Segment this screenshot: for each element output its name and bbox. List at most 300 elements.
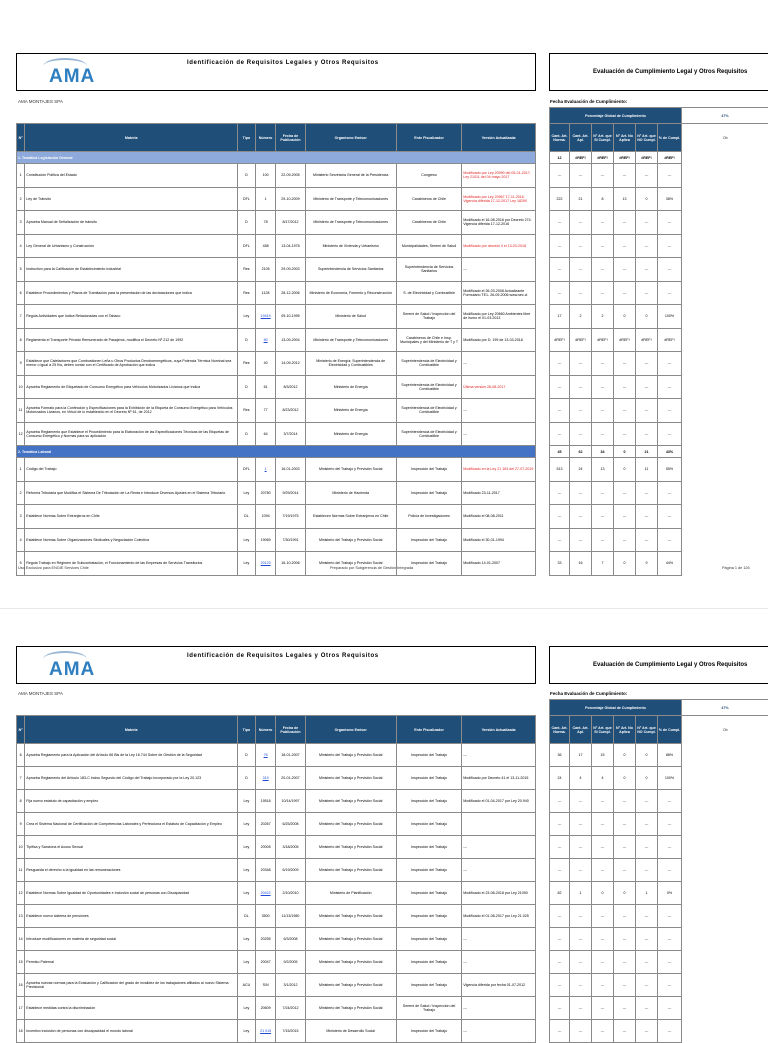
organismo-cell: Ministerio del Trabajo y Previsión Social — [305, 928, 396, 951]
observation-cell[interactable] — [682, 974, 768, 997]
tipo-cell: D — [238, 422, 256, 446]
compliance-cell: --- — [636, 375, 658, 399]
materia-cell: Establece Normas Sobre Organizaciones Sindicales y Negociación Colectiva — [25, 528, 238, 552]
tipo-cell: Ley — [238, 836, 256, 859]
ente-cell: Congreso — [396, 164, 461, 188]
numero-link[interactable]: 20422 — [261, 891, 271, 895]
version-cell: --- — [462, 836, 536, 859]
compliance-header: N° Art. que SI Cumpl. — [592, 716, 614, 744]
compliance-cell: --- — [592, 859, 614, 882]
compliance-cell: --- — [550, 974, 570, 997]
numero-cell — [255, 744, 276, 767]
numero-link[interactable]: 21 015 — [260, 1029, 271, 1033]
section-summary-cell: #REF! — [592, 152, 614, 164]
compliance-cell: --- — [658, 974, 682, 997]
compliance-row — [550, 164, 768, 188]
compliance-cell: --- — [658, 859, 682, 882]
table-row — [17, 481, 536, 505]
tipo-cell: Ley — [238, 951, 256, 974]
section-title: 1. Temática Legislación General — [17, 152, 536, 164]
compliance-cell: --- — [592, 422, 614, 446]
numero-cell — [255, 328, 276, 352]
numero-cell: 19518 — [255, 790, 276, 813]
compliance-cell: --- — [658, 928, 682, 951]
compliance-cell: --- — [570, 951, 592, 974]
observation-cell[interactable] — [682, 997, 768, 1020]
tipo-cell: Res — [238, 258, 256, 282]
compliance-cell: --- — [592, 951, 614, 974]
observation-cell[interactable] — [682, 744, 768, 767]
numero-link[interactable]: 20123 — [261, 561, 271, 565]
compliance-cell: --- — [550, 859, 570, 882]
col-n: N° — [17, 124, 25, 152]
section-summary-cell: 12 — [550, 152, 570, 164]
col-materia: Materia — [25, 124, 238, 152]
compliance-row — [550, 281, 768, 305]
table-row — [17, 928, 536, 951]
section-summary-row — [550, 152, 768, 164]
compliance-cell: --- — [658, 352, 682, 376]
fecha-cell: 11/13/1980 — [276, 905, 305, 928]
compliance-cell: --- — [658, 790, 682, 813]
compliance-cell: --- — [592, 281, 614, 305]
fecha-cell: 13-04-1976 — [276, 234, 305, 258]
version-cell: Modificado el 26-03-2008 Actualizante Formulario TE1- 26-09-2006 www.sec.cl — [462, 281, 536, 305]
compliance-header-row — [550, 124, 768, 152]
fecha-cell: 29-10-2009 — [276, 187, 305, 211]
col-materia: Materia — [25, 716, 238, 744]
materia-cell: Establece medidas contra la discriminación — [25, 997, 238, 1020]
materia-cell: Aprueba Manual de Señalización de tránsito — [25, 211, 238, 235]
table-row — [17, 375, 536, 399]
section-summary-cell: #REF! — [636, 152, 658, 164]
compliance-cell: --- — [550, 997, 570, 1020]
fecha-cell: 6/3/2008 — [276, 928, 305, 951]
table-row — [17, 458, 536, 482]
version-cell: Modificado el 30-01-1994 — [462, 528, 536, 552]
version-cell: --- — [462, 951, 536, 974]
observation-cell[interactable] — [682, 258, 768, 282]
organismo-cell: Ministerio del Trabajo y Previsión Social — [305, 552, 396, 576]
compliance-cell: --- — [636, 211, 658, 235]
numero-link[interactable]: 319 — [263, 776, 269, 780]
evaluation-header-box — [549, 53, 768, 91]
fecha-cell: 6/19/2009 — [276, 859, 305, 882]
fecha-cell: 09-10-1995 — [276, 305, 305, 329]
table-row — [17, 974, 536, 997]
compliance-cell: --- — [636, 997, 658, 1020]
observation-cell[interactable] — [682, 152, 768, 164]
version-cell: --- — [462, 399, 536, 423]
compliance-cell: --- — [550, 375, 570, 399]
observation-cell[interactable] — [682, 882, 768, 905]
compliance-cell: --- — [658, 399, 682, 423]
col-fecha: Fecha de Publicación — [276, 716, 305, 744]
compliance-cell: 0 — [614, 882, 636, 905]
compliance-cell: 0 — [636, 187, 658, 211]
compliance-cell: #REF! — [592, 328, 614, 352]
fecha-cell: 8/23/2012 — [276, 399, 305, 423]
version-cell: --- — [462, 422, 536, 446]
ente-cell: Superintendencia de Servicios Sanitarios — [396, 258, 461, 282]
row-number: 1 — [17, 164, 25, 188]
compliance-row — [550, 481, 768, 505]
version-cell: Modificado 14-01-2007 — [462, 552, 536, 576]
observation-cell[interactable] — [682, 813, 768, 836]
observation-cell[interactable] — [682, 1020, 768, 1043]
compliance-row — [550, 552, 768, 576]
logo-text: AMA — [49, 659, 95, 681]
compliance-cell: --- — [658, 211, 682, 235]
header-box — [16, 53, 536, 91]
numero-cell: 3500 — [255, 905, 276, 928]
compliance-row — [550, 836, 768, 859]
evaluation-title: Evaluación de Cumplimiento Legal y Otros Requisitos — [593, 69, 747, 75]
footer-left: Uso Exclusivo para ENGIE Services Chile — [18, 566, 89, 570]
compliance-row — [550, 882, 768, 905]
compliance-cell: --- — [658, 813, 682, 836]
compliance-cell: --- — [592, 375, 614, 399]
ente-cell: Inspección del Trabajo — [396, 744, 461, 767]
row-number: 4 — [17, 234, 25, 258]
tipo-cell: DFL — [238, 187, 256, 211]
global-pct-label: Porcentaje Global de Cumplimiento — [550, 108, 682, 124]
section-row[interactable] — [17, 152, 536, 164]
table-row — [17, 744, 536, 767]
ente-cell: Inspección del Trabajo — [396, 552, 461, 576]
compliance-cell: --- — [614, 836, 636, 859]
tipo-cell: Ley — [238, 790, 256, 813]
version-cell: Vigencia diferida por fecha 01-07-2012 — [462, 974, 536, 997]
compliance-row — [550, 790, 768, 813]
table-row — [17, 859, 536, 882]
compliance-cell: --- — [550, 1020, 570, 1043]
compliance-row — [550, 211, 768, 235]
organismo-cell: Ministerio de Transporte y Telecomunicaciones — [305, 187, 396, 211]
compliance-cell: 100% — [658, 767, 682, 790]
observation-cell[interactable] — [682, 328, 768, 352]
compliance-cell: 44% — [658, 552, 682, 576]
fecha-cell: 29-09-2003 — [276, 258, 305, 282]
compliance-cell: --- — [636, 859, 658, 882]
observation-cell[interactable] — [682, 767, 768, 790]
tipo-cell: Res — [238, 281, 256, 305]
section-summary-row — [550, 446, 768, 458]
table-row — [17, 905, 536, 928]
compliance-row — [550, 258, 768, 282]
compliance-cell: --- — [614, 258, 636, 282]
observation-cell[interactable] — [682, 458, 768, 482]
numero-cell: 77 — [255, 399, 276, 423]
compliance-cell: --- — [592, 790, 614, 813]
organismo-cell: Ministerio de Desarrollo Social — [305, 1020, 396, 1043]
organismo-cell: Ministerio del Trabajo y Previsión Social — [305, 813, 396, 836]
compliance-cell: --- — [614, 528, 636, 552]
compliance-cell: 8 — [592, 187, 614, 211]
version-cell: Modificado por decreto 4 el 13-03-2018 — [462, 234, 536, 258]
numero-cell — [255, 458, 276, 482]
compliance-cell: --- — [658, 836, 682, 859]
compliance-row — [550, 997, 768, 1020]
compliance-cell: --- — [614, 234, 636, 258]
compliance-cell: --- — [636, 164, 658, 188]
compliance-cell: 36 — [550, 744, 570, 767]
compliance-cell: --- — [636, 928, 658, 951]
row-number: 12 — [17, 882, 25, 905]
ente-cell: Inspección del Trabajo — [396, 859, 461, 882]
compliance-row — [550, 528, 768, 552]
observation-cell[interactable] — [682, 187, 768, 211]
compliance-cell: 0 — [592, 882, 614, 905]
logo-text: AMA — [49, 66, 95, 88]
section-summary-cell: #REF! — [570, 152, 592, 164]
organismo-cell: Ministerio del Trabajo y Previsión Social — [305, 997, 396, 1020]
version-cell: Modificado el 16-08-2016 por Decreto 274. Vigencia diferida 17-12-2016 — [462, 211, 536, 235]
ente-cell: Carabineros de Chile — [396, 211, 461, 235]
organismo-cell: Ministerio del Trabajo y Previsión Social — [305, 859, 396, 882]
compliance-row — [550, 505, 768, 529]
ente-cell: Seremi de Salud / Inspección del Trabajo — [396, 997, 461, 1020]
fecha-cell: 16-10-2006 — [276, 552, 305, 576]
table-row — [17, 767, 536, 790]
row-number: 13 — [17, 905, 25, 928]
page-separator — [0, 608, 768, 609]
compliance-cell: --- — [614, 211, 636, 235]
organismo-cell: Ministerio del Trabajo y Previsión Social — [305, 458, 396, 482]
numero-link[interactable]: 1 — [265, 467, 267, 471]
compliance-cell: 0 — [614, 458, 636, 482]
row-number: 10 — [17, 375, 25, 399]
compliance-cell: #REF! — [614, 328, 636, 352]
version-cell: --- — [462, 997, 536, 1020]
fecha-cell: 9/2/2005 — [276, 951, 305, 974]
compliance-cell: --- — [550, 352, 570, 376]
observation-cell[interactable] — [682, 836, 768, 859]
table-row — [17, 813, 536, 836]
observation-cell[interactable] — [682, 211, 768, 235]
compliance-cell: --- — [592, 164, 614, 188]
materia-cell: Ley General de Urbanismo y Construcción — [25, 234, 238, 258]
compliance-cell: --- — [592, 399, 614, 423]
ente-cell: Superintendencia de Electricidad y Combustible — [396, 399, 461, 423]
compliance-row — [550, 458, 768, 482]
observation-cell[interactable] — [682, 234, 768, 258]
compliance-cell: --- — [570, 258, 592, 282]
numero-link[interactable]: 80 — [264, 338, 268, 342]
compliance-cell: --- — [658, 281, 682, 305]
ente-cell: Inspección del Trabajo — [396, 974, 461, 997]
compliance-header: N° Art. que SI Cumpl. — [592, 124, 614, 152]
compliance-cell: 0 — [614, 767, 636, 790]
compliance-cell: 0 — [636, 744, 658, 767]
fecha-cell: 8/17/2012 — [276, 211, 305, 235]
compliance-cell: --- — [550, 836, 570, 859]
materia-cell: Regula Trabajo en Régimen de Subcontratación, el Funcionamiento de las Empresas de Servicios Transitorios — [25, 552, 238, 576]
table-row — [17, 281, 536, 305]
numero-cell — [255, 1020, 276, 1043]
compliance-cell: 4 — [592, 767, 614, 790]
section-summary-cell: #REF! — [614, 152, 636, 164]
observation-cell[interactable] — [682, 905, 768, 928]
organismo-cell: Ministerio de Energía — [305, 375, 396, 399]
tipo-cell: Ley — [238, 859, 256, 882]
numero-cell: 20780 — [255, 481, 276, 505]
compliance-cell: 2 — [570, 305, 592, 329]
requirements-table — [16, 715, 536, 1043]
row-number: 9 — [17, 813, 25, 836]
col-version: Versión Actualizada — [462, 716, 536, 744]
compliance-cell: 2 — [592, 305, 614, 329]
compliance-header: % de Cumpl. — [658, 716, 682, 744]
compliance-cell: 17 — [550, 305, 570, 329]
fecha-cell: 18-01-2007 — [276, 744, 305, 767]
compliance-cell: --- — [570, 481, 592, 505]
observation-cell[interactable] — [682, 422, 768, 446]
row-number: 6 — [17, 744, 25, 767]
compliance-cell: --- — [614, 790, 636, 813]
observation-cell[interactable] — [682, 859, 768, 882]
col-numero: Número — [255, 124, 276, 152]
compliance-header: N° Art. No Aplica — [614, 124, 636, 152]
table-row — [17, 164, 536, 188]
row-number: 11 — [17, 399, 25, 423]
compliance-cell: --- — [550, 790, 570, 813]
compliance-cell: --- — [636, 234, 658, 258]
compliance-row — [550, 905, 768, 928]
observation-cell[interactable] — [682, 375, 768, 399]
observation-cell[interactable] — [682, 164, 768, 188]
compliance-row — [550, 328, 768, 352]
ente-cell: Inspección del Trabajo — [396, 481, 461, 505]
numero-link[interactable]: 76 — [264, 753, 268, 757]
materia-cell: Crea el Sistema Nacional de Certificación de Competencias Laborales y Perfecciona el Estatuto de Capacitación y Empleo — [25, 813, 238, 836]
footer-page-number: Página 1 de 126 — [722, 566, 750, 570]
organismo-cell: Ministerio del Trabajo y Previsión Social — [305, 528, 396, 552]
compliance-cell: --- — [570, 352, 592, 376]
fecha-cell: 8/3/2012 — [276, 375, 305, 399]
version-cell: Modificado el 01-04-2017 por Ley 20.940 — [462, 790, 536, 813]
fecha-cell: 14-09-2012 — [276, 352, 305, 376]
compliance-cell: --- — [570, 422, 592, 446]
compliance-cell: --- — [614, 352, 636, 376]
version-cell: Modificado por D. 199 de 13-03-2018 — [462, 328, 536, 352]
compliance-cell: 513 — [550, 458, 570, 482]
fecha-cell: 20-01-2007 — [276, 767, 305, 790]
materia-cell: Establece Normas Sobre Extranjeros en Chile — [25, 505, 238, 529]
compliance-cell: --- — [550, 813, 570, 836]
compliance-cell: --- — [592, 528, 614, 552]
observation-cell[interactable] — [682, 928, 768, 951]
section-row[interactable] — [17, 446, 536, 458]
fecha-cell: 7/24/2012 — [276, 997, 305, 1020]
version-cell: --- — [462, 859, 536, 882]
section-summary-cell: 21 — [636, 446, 658, 458]
version-cell: Modificado por Ley 20660 Ambientes libre de humo el 01-03-2013 — [462, 305, 536, 329]
organismo-cell: Ministerio de Transporte y Telecomunicaciones — [305, 211, 396, 235]
materia-cell: Tipifica y Sanciona el Acoso Sexual — [25, 836, 238, 859]
compliance-row — [550, 813, 768, 836]
organismo-cell: Ministerio de Hacienda — [305, 481, 396, 505]
ente-cell: S. de Electricidad y Combustible — [396, 281, 461, 305]
table-row — [17, 258, 536, 282]
document-title: Identificación de Requisitos Legales y Otros Requisitos — [187, 60, 379, 66]
ente-cell: Inspección del Trabajo — [396, 458, 461, 482]
organismo-cell: Ministerio del Trabajo y Previsión Social — [305, 767, 396, 790]
compliance-cell: --- — [550, 951, 570, 974]
tipo-cell: D — [238, 328, 256, 352]
observation-cell[interactable] — [682, 951, 768, 974]
global-pct-value: 47% — [682, 108, 768, 124]
numero-cell: 1094 — [255, 505, 276, 529]
tipo-cell: DL — [238, 905, 256, 928]
table-row — [17, 836, 536, 859]
numero-cell: 20005 — [255, 836, 276, 859]
materia-cell: Aprueba Reglamento de Etiquetado de Consumo Energético para Vehículos Motorizados Livianos que Indica — [25, 375, 238, 399]
compliance-cell: --- — [570, 505, 592, 529]
row-number: 8 — [17, 790, 25, 813]
observation-cell[interactable] — [682, 352, 768, 376]
compliance-cell: --- — [570, 928, 592, 951]
ente-cell: Inspección del Trabajo — [396, 528, 461, 552]
observation-cell[interactable] — [682, 281, 768, 305]
compliance-cell: --- — [570, 813, 592, 836]
numero-cell: 2105 — [255, 258, 276, 282]
tipo-cell: Ley — [238, 528, 256, 552]
compliance-cell: 13 — [592, 458, 614, 482]
row-number: 7 — [17, 305, 25, 329]
tipo-cell: DFL — [238, 458, 256, 482]
table-row — [17, 422, 536, 446]
materia-cell: Establece Procedimientos y Plazos de Tramitación para la presentación de las declaraciones que indica — [25, 281, 238, 305]
compliance-cell: --- — [550, 281, 570, 305]
compliance-header: Cant. Art. Norma. — [550, 124, 570, 152]
compliance-cell: --- — [636, 905, 658, 928]
compliance-cell: --- — [658, 528, 682, 552]
version-cell: Modificado el 23-08-2018 por Ley 21090 — [462, 882, 536, 905]
observation-cell[interactable] — [682, 528, 768, 552]
ente-cell: Inspección del Trabajo — [396, 790, 461, 813]
row-number: 4 — [17, 528, 25, 552]
observation-cell[interactable] — [682, 505, 768, 529]
observation-cell[interactable] — [682, 305, 768, 329]
compliance-cell: --- — [570, 997, 592, 1020]
observation-cell[interactable] — [682, 399, 768, 423]
row-number: 8 — [17, 328, 25, 352]
ama-logo — [29, 54, 99, 92]
observation-cell[interactable] — [682, 552, 768, 576]
observation-cell[interactable] — [682, 446, 768, 458]
document-title: Identificación de Requisitos Legales y Otros Requisitos — [187, 653, 379, 659]
compliance-cell: 38% — [658, 187, 682, 211]
compliance-cell: --- — [636, 281, 658, 305]
materia-cell: Establece Normas Sobre Igualdad de Oportunidades e Inclusión social de personas con Discapacidad — [25, 882, 238, 905]
organismo-cell: Ministerio del Trabajo y Previsión Social — [305, 905, 396, 928]
col-n: N° — [17, 716, 25, 744]
compliance-row — [550, 352, 768, 376]
compliance-row — [550, 951, 768, 974]
numero-cell — [255, 305, 276, 329]
compliance-cell: --- — [614, 997, 636, 1020]
compliance-cell: --- — [636, 258, 658, 282]
col-organismo: Organismo Emisor — [305, 716, 396, 744]
observation-cell[interactable] — [682, 790, 768, 813]
compliance-cell: 82 — [550, 882, 570, 905]
section-summary-cell: 34 — [592, 446, 614, 458]
compliance-cell: --- — [550, 928, 570, 951]
global-pct-label: Porcentaje Global de Cumplimiento — [550, 700, 682, 716]
observation-cell[interactable] — [682, 481, 768, 505]
numero-link[interactable]: 19419 — [261, 314, 271, 318]
